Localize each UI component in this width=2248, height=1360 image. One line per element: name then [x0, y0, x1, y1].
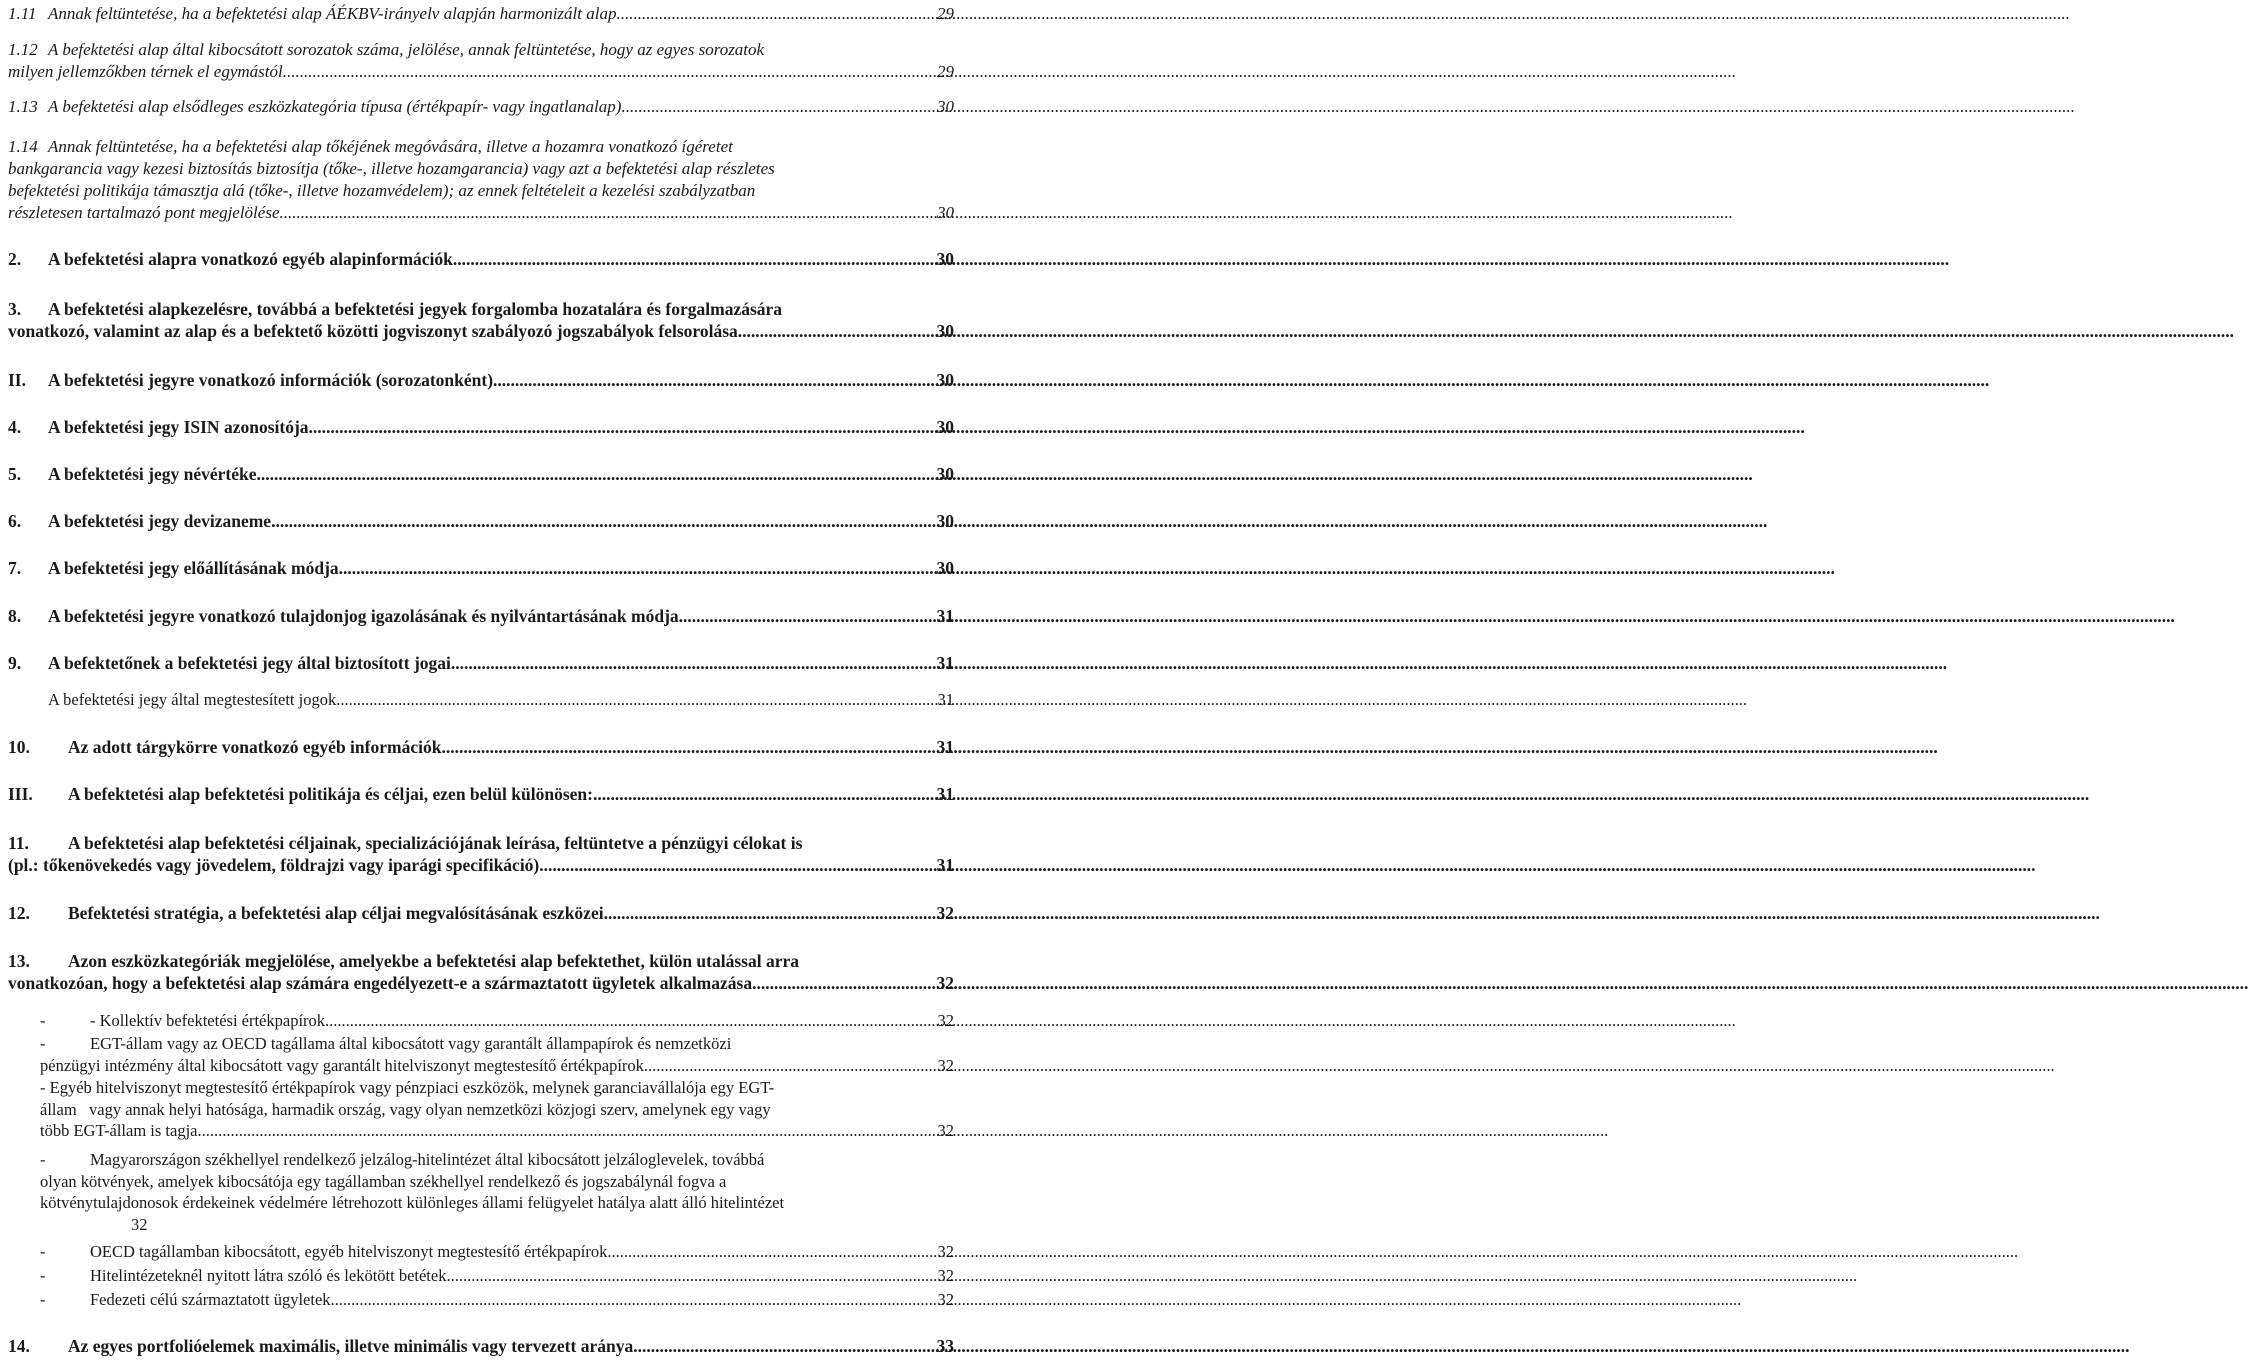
toc-entry-title-line: Magyarországon székhellyel rendelkező jelzálog-hitelintézet által kibocsátott jelzáloglevelek, továbbá	[90, 1150, 765, 1169]
toc-page-number: 32	[937, 1266, 954, 1285]
bullet-dash: -	[40, 1266, 46, 1285]
toc-entry-9-sub[interactable]	[8, 689, 954, 711]
toc-entry-number: 3.	[8, 299, 22, 319]
toc-entry-title-line: - Egyéb hitelviszonyt megtestesítő értékpapírok vagy pénzpiaci eszközök, melynek garanciavállalója egy EGT-	[40, 1078, 775, 1097]
toc-entry-title: A befektetési jegy ISIN azonosítója	[48, 417, 309, 437]
toc-page-number: 30	[936, 370, 954, 390]
toc-entry-title: - Kollektív befektetési értékpapírok	[90, 1011, 326, 1030]
toc-entry-II[interactable]	[8, 369, 954, 391]
toc-page-number: 32	[937, 1011, 954, 1030]
toc-entry-title: A befektetési jegy előállításának módja	[48, 558, 339, 578]
toc-entry-13-1[interactable]	[8, 1010, 954, 1032]
toc-page-number: 30	[937, 97, 954, 116]
dot-leader	[441, 736, 935, 758]
toc-entry-title: milyen jellemzőkben térnek el egymástól	[8, 62, 283, 81]
toc-entry-13-3[interactable]	[8, 1077, 954, 1142]
toc-entry-number: 1.12	[8, 40, 38, 59]
toc-page-number: 32	[937, 1242, 954, 1261]
toc-entry-7[interactable]	[8, 557, 954, 579]
toc-entry-1-12[interactable]	[8, 39, 954, 83]
toc-entry-title-line: olyan kötvények, amelyek kibocsátója egy tagállamban székhellyel rendelkező és jogszabálynál fogva a	[40, 1171, 727, 1191]
dot-leader	[331, 1289, 937, 1311]
toc-entry-2[interactable]	[8, 248, 954, 270]
bullet-dash: -	[40, 1011, 46, 1030]
toc-page-number: 31	[936, 737, 954, 757]
toc-entry-number: 12.	[8, 903, 30, 923]
toc-entry-title: több EGT-állam is tagja	[40, 1121, 198, 1140]
toc-entry-title: A befektetési jegy névértéke	[48, 464, 257, 484]
toc-entry-number: 10.	[8, 737, 30, 757]
toc-entry-number: 1.13	[8, 97, 38, 116]
toc-entry-title: Hitelintézeteknél nyitott látra szóló és lekötött betétek	[90, 1266, 447, 1285]
toc-entry-title-line: állam vagy annak helyi hatósága, harmadik ország, vagy olyan nemzetközi közjogi szerv, amelynek egy vagy	[40, 1099, 771, 1119]
toc-page-number: 33	[936, 1336, 954, 1356]
toc-entry-number: 11.	[8, 833, 29, 853]
toc-entry-13-7[interactable]	[8, 1289, 954, 1311]
dot-leader	[593, 783, 936, 805]
toc-entry-title-line: A befektetési alap által kibocsátott sorozatok száma, jelölése, annak feltüntetése, hogy az egyes sorozatok	[48, 40, 765, 59]
toc-page-number: 30	[937, 203, 954, 222]
toc-entry-title: A befektetési alap elsődleges eszközkategória típusa (értékpapír- vagy ingatlanalap)	[48, 97, 622, 116]
toc-page-number: 30	[936, 558, 954, 578]
toc-entry-title: A befektetőnek a befektetési jegy által biztosított jogai	[48, 653, 451, 673]
toc-entry-10[interactable]	[8, 736, 954, 758]
toc-entry-4[interactable]	[8, 416, 954, 438]
toc-entry-title: Annak feltüntetése, ha a befektetési alap ÁÉKBV-irányelv alapján harmonizált alap	[48, 4, 617, 23]
toc-entry-9[interactable]	[8, 652, 954, 674]
toc-entry-title-line: Annak feltüntetése, ha a befektetési alap tőkéjének megóvására, illetve a hozamra vonatkozó ígéretet	[48, 137, 733, 156]
dot-leader	[539, 854, 935, 876]
toc-entry-title: vonatkozóan, hogy a befektetési alap számára engedélyezett-e a származtatott ügyletek alkalmazása	[8, 973, 753, 993]
toc-entry-3[interactable]	[8, 298, 954, 342]
dot-leader	[493, 369, 935, 391]
toc-entry-number: 4.	[8, 417, 22, 437]
bullet-dash: -	[40, 1150, 46, 1169]
toc-entry-title: Az egyes portfolióelemek maximális, illetve minimális vagy tervezett aránya	[68, 1336, 634, 1356]
dot-leader	[621, 96, 936, 118]
toc-page-number: 32	[937, 1055, 954, 1075]
toc-entry-1-14[interactable]	[8, 136, 954, 224]
dot-leader	[607, 1241, 936, 1263]
toc-entry-title: (pl.: tőkenövekedés vagy jövedelem, földrajzi vagy iparági specifikáció)	[8, 855, 540, 875]
toc-entry-number: III.	[8, 784, 33, 804]
toc-page-number: 32	[131, 1214, 148, 1234]
dot-leader	[256, 463, 935, 485]
dot-leader	[604, 902, 936, 924]
toc-page-number: 30	[936, 417, 954, 437]
bullet-dash: -	[40, 1242, 46, 1261]
toc-entry-1-11[interactable]	[8, 3, 954, 25]
toc-entry-title: A befektetési jegy által megtestesített jogok	[48, 690, 337, 709]
toc-page-number: 31	[936, 653, 954, 673]
toc-entry-title-line: befektetési politikája támasztja alá (tőke-, illetve hozamvédelem); az ennek feltételeit a kezelési szabályzatban	[8, 181, 756, 200]
toc-entry-III[interactable]	[8, 783, 954, 805]
toc-entry-title-line: Azon eszközkategóriák megjelölése, amelyekbe a befektetési alap befektethet, külön utalással arra	[68, 951, 800, 971]
dot-leader	[280, 202, 937, 224]
dot-leader	[446, 1265, 936, 1287]
dot-leader	[271, 510, 935, 532]
toc-entry-title: A befektetési jegyre vonatkozó információk (sorozatonként)	[48, 370, 494, 390]
toc-page-number: 32	[937, 1290, 954, 1309]
dot-leader	[679, 605, 936, 627]
toc-entry-title: részletesen tartalmazó pont megjelölése	[8, 203, 280, 222]
toc-entry-number: 1.14	[8, 137, 38, 156]
toc-entry-11[interactable]	[8, 832, 954, 876]
toc-entry-number: 2.	[8, 249, 22, 269]
toc-entry-13-5[interactable]	[8, 1241, 954, 1263]
toc-entry-number: 9.	[8, 653, 22, 673]
toc-entry-number: 5.	[8, 464, 22, 484]
dot-leader	[325, 1010, 936, 1032]
toc-page-number: 30	[936, 511, 954, 531]
toc-entry-12[interactable]	[8, 902, 954, 924]
toc-entry-title-line: A befektetési alapkezelésre, továbbá a befektetési jegyek forgalomba hozatalára és forgalmazására	[48, 299, 783, 319]
dot-leader	[336, 689, 936, 711]
toc-entry-number: 7.	[8, 558, 22, 578]
dot-leader	[451, 652, 936, 674]
toc-entry-title-line: A befektetési alap befektetési céljainak, specializációjának leírása, feltüntetve a pénzügyi célokat is	[68, 833, 803, 853]
bullet-dash: -	[40, 1290, 46, 1309]
toc-entry-number: II.	[8, 370, 26, 390]
toc-page-number: 31	[936, 784, 954, 804]
toc-page-number: 30	[936, 249, 954, 269]
toc-entry-14[interactable]	[8, 1335, 954, 1357]
dot-leader	[738, 320, 936, 342]
toc-entry-number: 8.	[8, 606, 22, 626]
toc-entry-5[interactable]	[8, 463, 954, 485]
toc-entry-1-13[interactable]	[8, 96, 954, 118]
toc-entry-title: OECD tagállamban kibocsátott, egyéb hitelviszonyt megtestesítő értékpapírok	[90, 1242, 608, 1261]
toc-entry-title-line: bankgarancia vagy kezesi biztosítás biztosítja (tőke-, illetve hozamgarancia) vagy azt a befektetési alap részletes	[8, 159, 775, 178]
toc-entry-6[interactable]	[8, 510, 954, 532]
dot-leader	[197, 1120, 936, 1142]
toc-entry-title: A befektetési jegy devizaneme	[48, 511, 272, 531]
toc-page-number: 29	[937, 62, 954, 81]
dot-leader	[752, 972, 935, 994]
toc-entry-13-4[interactable]	[8, 1149, 954, 1235]
toc-entry-number: 1.11	[8, 4, 37, 23]
bullet-dash: -	[40, 1034, 46, 1053]
toc-entry-number: 6.	[8, 511, 22, 531]
toc-entry-title: Az adott tárgykörre vonatkozó egyéb információk	[68, 737, 442, 757]
toc-page-number: 32	[936, 973, 954, 993]
toc-entry-title: A befektetési alap befektetési politikája és céljai, ezen belül különösen:	[68, 784, 593, 804]
dot-leader	[616, 3, 936, 25]
toc-page-number: 31	[936, 606, 954, 626]
dot-leader	[283, 61, 936, 83]
toc-entry-13[interactable]	[8, 950, 954, 994]
toc-page-number: 32	[937, 1121, 954, 1140]
toc-entry-title: A befektetési alapra vonatkozó egyéb alapinformációk	[48, 249, 453, 269]
toc-page-number: 30	[936, 321, 954, 341]
dot-leader	[453, 248, 936, 270]
toc-entry-title: vonatkozó, valamint az alap és a befektető közötti jogviszonyt szabályozó jogszabályok felsorolása	[8, 321, 738, 341]
toc-page-number: 31	[936, 855, 954, 875]
toc-entry-title: pénzügyi intézmény által kibocsátott vagy garantált hitelviszonyt megtestesítő értékpapírok	[40, 1055, 644, 1075]
toc-entry-title: A befektetési jegyre vonatkozó tulajdonjog igazolásának és nyilvántartásának módja	[48, 606, 679, 626]
toc-entry-title: Fedezeti célú származtatott ügyletek	[90, 1290, 331, 1309]
toc-page-number: 32	[936, 903, 954, 923]
dot-leader	[633, 1335, 935, 1357]
toc-entry-number: 13.	[8, 951, 30, 971]
toc-entry-title-line: EGT-állam vagy az OECD tagállama által kibocsátott vagy garantált állampapírok és nemzetközi	[90, 1034, 732, 1053]
toc-page-number: 31	[937, 690, 954, 709]
toc-entry-title: Befektetési stratégia, a befektetési alap céljai megvalósításának eszközei	[68, 903, 604, 923]
toc-page-number: 30	[936, 464, 954, 484]
dot-leader	[309, 416, 936, 438]
toc-entry-title: kötvénytulajdonosok érdekeinek védelmére létrehozott különleges állami felügyelet hatálya alatt álló hitelintézet	[40, 1193, 785, 1212]
toc-entry-8[interactable]	[8, 605, 954, 627]
dot-leader	[339, 557, 936, 579]
toc-page-number: 29	[937, 4, 954, 23]
toc-entry-number: 14.	[8, 1336, 30, 1356]
dot-leader	[644, 1055, 937, 1077]
toc-entry-13-6[interactable]	[8, 1265, 954, 1287]
toc-entry-13-2[interactable]	[8, 1033, 954, 1076]
